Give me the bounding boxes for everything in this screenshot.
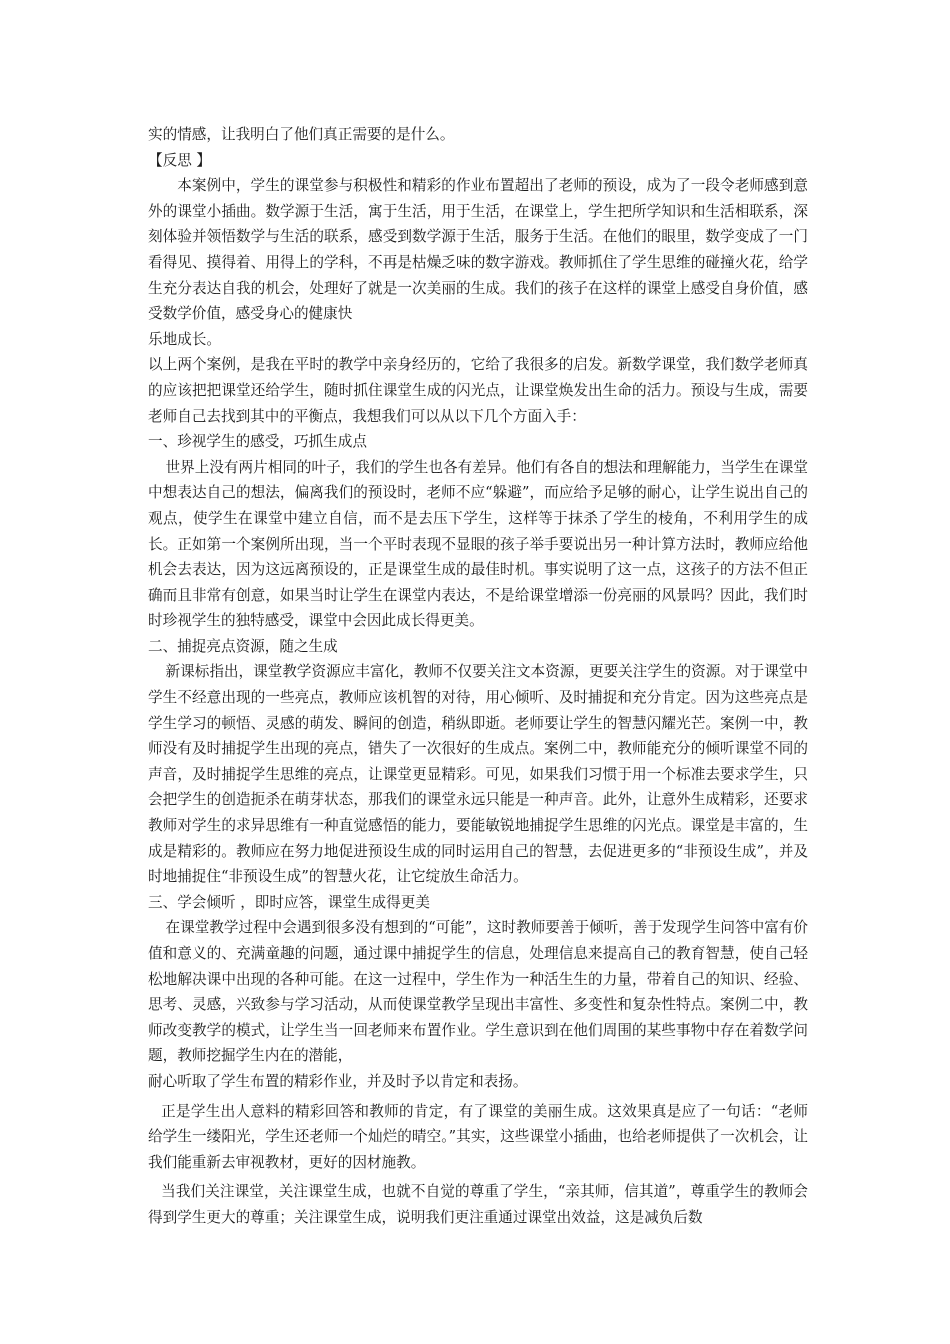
paragraph-section-2: 新课标指出，课堂教学资源应丰富化，教师不仅要关注文本资源，更要关注学生的资源。对于课堂中学生不经意出现的一些亮点，教师应该机智的对待，用心倾听、及时捕捉和充分肯定。因为这些亮点是学生学习的顿悟、灵感的萌发、瞬间的创造，稍纵即逝。老师要让学生的智慧闪耀光芒。案例一中，教师没有及时捕捉学生出现的亮点，错失了一次很好的生成点。案例二中，教师能充分的倾听课堂不同的声音，及时捕捉学生思维的亮点，让课堂更显精彩。可见，如果我们习惯于用一个标准去要求学生，只会把学生的创造扼杀在萌芽状态，那我们的课堂永远只能是一种声音。此外，让意外生成精彩，还要求教师对学生的求异思维有一种直觉感悟的能力，要能敏锐地捕捉学生思维的闪光点。课堂是丰富的，生成是精彩的。教师应在努力地促进预设生成的同时运用自己的智慧，去促进更多的“非预设生成”，并及时地捕捉住“非预设生成”的智慧火花，让它绽放生命活力。 xyxy=(148,663,808,886)
paragraph-intro: 以上两个案例，是我在平时的教学中亲身经历的，它给了我很多的启发。新数学课堂，我们数学老师真的应该把把课堂还给学生，随时抓住课堂生成的闪光点，让课堂焕发出生命的活力。预设与生成，需要老师自己去找到其中的平衡点，我想我们可以从以下几个方面入手： xyxy=(148,356,808,425)
document-body xyxy=(148,122,808,1231)
section-heading-2: 二、捕捉亮点资源，随之生成 xyxy=(148,637,338,655)
heading-reflection: 【反思 】 xyxy=(148,151,212,169)
paragraph-continuation: 耐心听取了学生布置的精彩作业，并及时予以肯定和表扬。 xyxy=(148,1072,528,1090)
paragraph-continuation: 实的情感，让我明白了他们真正需要的是什么。 xyxy=(148,126,455,143)
paragraph-section-3: 在课堂教学过程中会遇到很多没有想到的“可能”，这时教师要善于倾听，善于发现学生问答中富有价值和意义的、充满童趣的问题，通过课中捕捉学生的信息，处理信息来提高自己的教育智慧，使自己轻松地解决课中出现的各种可能。在这一过程中，学生作为一种活生生的力量，带着自己的知识、经验、思考、灵感，兴致参与学习活动，从而使课堂教学呈现出丰富性、多变性和复杂性特点。案例二中，教师改变教学的模式，让学生当一回老师来布置作业。学生意识到在他们周围的某些事物中存在着数学问题，教师挖掘学生内在的潜能， xyxy=(148,919,808,1065)
section-heading-3: 三、学会倾听 ，即时应答，课堂生成得更美 xyxy=(148,893,430,911)
section-heading-1: 一、珍视学生的感受，巧抓生成点 xyxy=(148,433,367,451)
paragraph-reflection: 本案例中，学生的课堂参与积极性和精彩的作业布置超出了老师的预设，成为了一段令老师感到意外的课堂小插曲。数学源于生活，寓于生活，用于生活，在课堂上，学生把所学知识和生活相联系，深刻体验并领悟数学与生活的联系，感受到数学源于生活，服务于生活。在他们的眼里，数学变成了一门看得见、摸得着、用得上的学科，不再是枯燥乏味的数字游戏。教师抓住了学生思维的碰撞火花，给学生充分表达自我的机会，处理好了就是一次美丽的生成。我们的孩子在这样的课堂上感受自身价值，感受数学价值，感受身心的健康快 xyxy=(148,177,808,323)
paragraph-conclusion-1: 正是学生出人意料的精彩回答和教师的肯定，有了课堂的美丽生成。这效果真是应了一句话：“老师给学生一缕阳光，学生还老师一个灿烂的晴空。”其实，这些课堂小插曲，也给老师提供了一次机会，让我们能重新去审视教材，更好的因材施教。 xyxy=(148,1102,808,1171)
paragraph-section-1: 世界上没有两片相同的叶子，我们的学生也各有差异。他们有各自的想法和理解能力，当学生在课堂中想表达自己的想法，偏离我们的预设时，老师不应“躲避”，而应给予足够的耐心，让学生说出自己的观点，使学生在课堂中建立自信，而不是去压下学生，这样等于抹杀了学生的棱角，不利用学生的成长。正如第一个案例所出现，当一个平时表现不显眼的孩子举手要说出另一种计算方法时，教师应给他机会去表达，因为这远离预设的，正是课堂生成的最佳时机。事实说明了这一点，这孩子的方法不但正确而且非常有创意，如果当时让学生在课堂内表达，不是给课堂增添一份亮丽的风景吗？因此，我们时时珍视学生的独特感受，课堂中会因此成长得更美。 xyxy=(148,458,808,630)
paragraph-continuation: 乐地成长。 xyxy=(148,330,221,348)
paragraph-conclusion-2: 当我们关注课堂，关注课堂生成，也就不自觉的尊重了学生，“亲其师，信其道”，尊重学生的教师会得到学生更大的尊重；关注课堂生成，说明我们更注重通过课堂出效益，这是减负后数 xyxy=(148,1183,808,1226)
